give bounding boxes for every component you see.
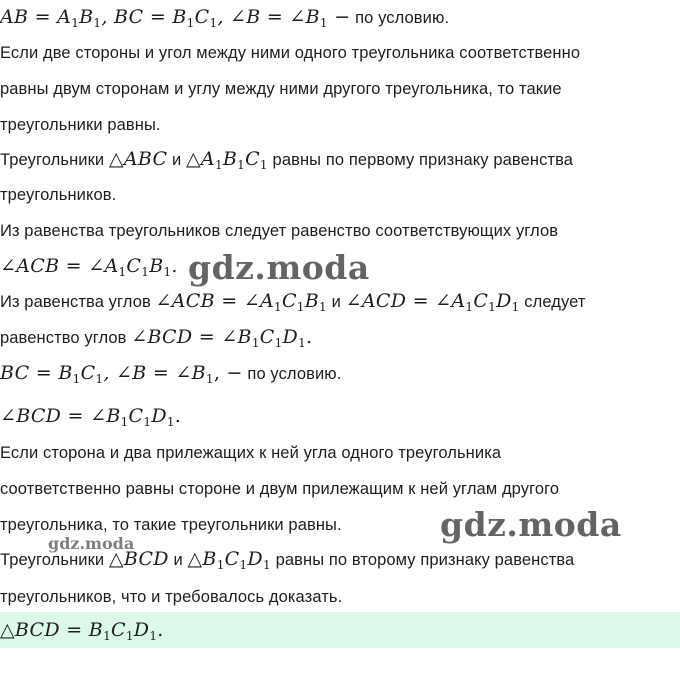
condition-line-2: BC = $B_1C_1$, ∠B = $\angle B_1$, − по условию.	[0, 362, 342, 386]
theorem-line-1: Если две стороны и угол между ними одного треугольника соответственно	[0, 44, 581, 62]
condition-text: по условию.	[350, 9, 450, 27]
math-final-equality: △BCD = $B_1C_1D_1$.	[0, 619, 164, 643]
theorem-line-2: равны двум сторонам и углу между ними другого треугольника, то такие	[0, 80, 562, 98]
triangles-equal-line-2: треугольников.	[0, 186, 117, 204]
math-triangle-bcd: △BCD	[108, 548, 169, 570]
theorem2-line-3: треугольника, то такие треугольники равны.	[0, 516, 342, 534]
theorem2-line-1: Если сторона и два прилежащих к ней угла одного треугольника	[0, 444, 502, 462]
final-answer	[0, 619, 680, 641]
watermark-logo: gdz.moda	[440, 505, 622, 544]
conclusion-line: треугольников, что и требовалось доказать.	[0, 588, 343, 606]
watermark-logo: gdz.moda	[188, 248, 370, 287]
condition-line-1	[0, 6, 680, 28]
angles-follow-line-2: равенство углов ∠BCD = $\angle B_1C_1D_1$.	[0, 326, 313, 350]
math-bc-b1c1: BC = $B_1C_1$, ∠B = $\angle B_1$, −	[0, 362, 243, 386]
math-triangle-b1c1d1: $\triangle B_1C_1D_1$	[187, 548, 271, 572]
watermark-logo: gdz.moda	[48, 534, 135, 553]
math-angle-acd: ∠ACD = $\angle A_1C_1D_1$	[345, 290, 520, 314]
angles-follow-line-1: Из равенства углов ∠ACB = $\angle A_1C_1B_1$ и ∠ACD = $\angle A_1C_1D_1$ следует	[0, 290, 586, 314]
math-triangle-abc: △ABC	[108, 148, 168, 170]
math-angle-bcd-2: ∠BCD = $\angle B_1C_1D_1$.	[0, 405, 182, 429]
theorem-line-3: треугольники равны.	[0, 116, 161, 134]
math-angle-bcd: ∠BCD = $\angle B_1C_1D_1$.	[131, 326, 313, 350]
corresponding-angles-line: Из равенства треугольников следует равенство соответствующих углов	[0, 222, 559, 240]
math-triangle-a1b1c1: $\triangle A_1B_1C_1$	[186, 148, 268, 172]
math-angle-acb-2: ∠ACB = $\angle A_1C_1B_1$	[155, 290, 327, 314]
math-angle-acb: ∠ACB = $\angle A_1C_1B_1$.	[0, 255, 178, 279]
angle-bcd-line	[0, 405, 680, 427]
triangles-equal-line-3: Треугольники △BCD и $\triangle B_1C_1D_1$ равны по второму признаку равенства	[0, 548, 575, 572]
triangles-equal-line-1: Треугольники △ABC и $\triangle A_1B_1C_1$ равны по первому признаку равенства	[0, 148, 574, 172]
theorem2-line-2: соответственно равны стороне и двум прилежащим к ней углам другого	[0, 480, 560, 498]
math-equalities: AB = $A_1B_1$, BC = $B_1C_1$, ∠B = $\angle B_1$ −	[0, 6, 351, 30]
